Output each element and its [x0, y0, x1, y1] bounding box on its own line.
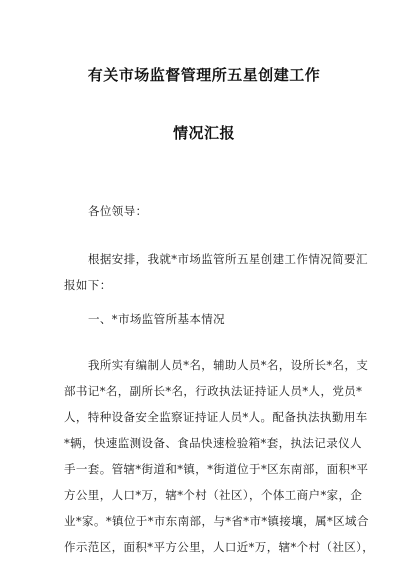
- section-heading-paragraph: [64, 306, 354, 332]
- body-line: *辆，快速监测设备、食品快速检验箱*套，执法记录仪人: [64, 436, 362, 450]
- body-line: 业*家。*镇位于*市东南部，与*省*市*镇接壤，属*区域合: [64, 514, 369, 528]
- intro-paragraph: [64, 246, 368, 298]
- intro-line: 报如下：: [64, 278, 112, 292]
- body-line: 方公里，人口*万，辖*个村（社区），个体工商户*家，企: [64, 488, 363, 502]
- body-line: 手一套。管辖*街道和*镇，*街道位于*区东南部，面积*平: [64, 462, 369, 476]
- section-1-heading: 一、*市场监管所基本情况: [88, 312, 226, 326]
- greeting-paragraph: [64, 198, 354, 224]
- document-title-line-2: 情况汇报: [172, 124, 235, 142]
- section-1-body-paragraph: [64, 352, 375, 560]
- greeting-text: 各位领导：: [88, 204, 148, 218]
- body-line: 人，特种设备安全监察证持证人员*人。配备执法执勤用车: [64, 410, 368, 424]
- body-line: 部书记*名，副所长*名，行政执法证持证人员*人，党员*: [64, 384, 363, 398]
- body-line: 我所实有编制人员*名，辅助人员*名，设所长*名，支: [88, 358, 369, 372]
- intro-line: 根据安排，我就*市场监管所五星创建工作情况简要汇: [88, 252, 368, 266]
- document-title-line-1: 有关市场监督管理所五星创建工作: [87, 66, 321, 84]
- body-line: 作示范区，面积*平方公里，人口近*万，辖*个村（社区），: [64, 540, 375, 554]
